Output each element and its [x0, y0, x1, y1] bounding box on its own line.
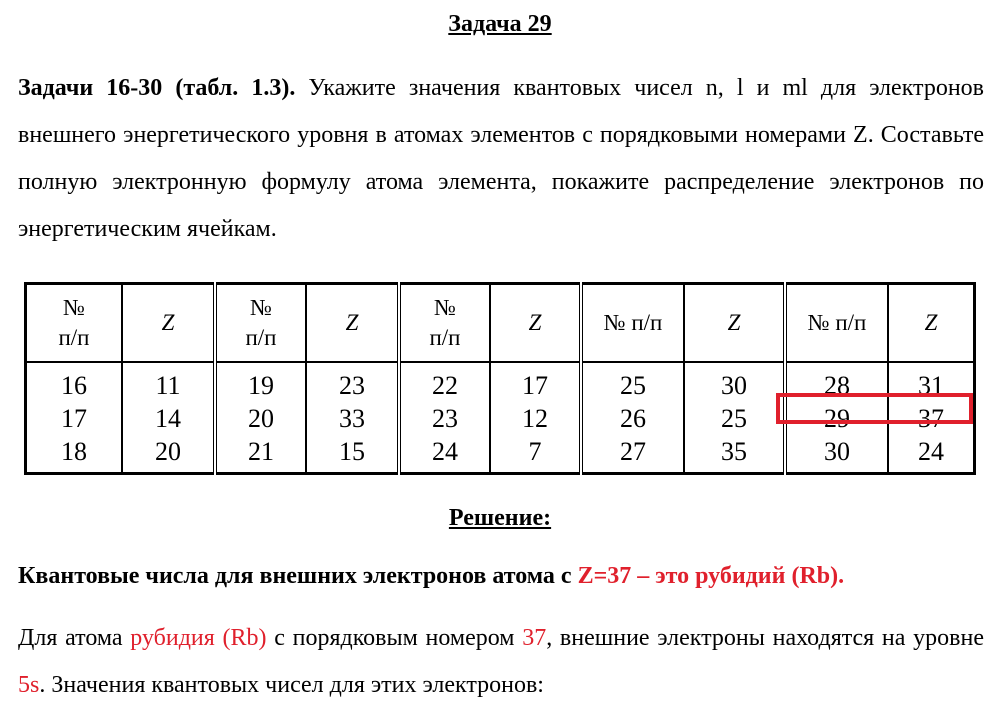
table-cell: 26 [581, 402, 684, 435]
table-cell: 23 [399, 402, 490, 435]
header-cell: Z [684, 284, 785, 363]
table-cell: 20 [122, 435, 215, 474]
table-cell: 14 [122, 402, 215, 435]
element-name-highlight: рубидия (Rb) [130, 625, 267, 651]
table-cell: 25 [581, 362, 684, 402]
table-cell: 11 [122, 362, 215, 402]
header-cell: Z [490, 284, 581, 363]
atomic-number-highlight: 37 [522, 625, 547, 651]
table-cell: 16 [26, 362, 123, 402]
table-cell: 19 [215, 362, 306, 402]
header-cell: № п/п [399, 284, 490, 363]
table-cell: 22 [399, 362, 490, 402]
table-cell: 17 [490, 362, 581, 402]
table-cell: 35 [684, 435, 785, 474]
table-cell: 24 [888, 435, 975, 474]
table-cell: 25 [684, 402, 785, 435]
table-row [26, 435, 975, 474]
table-header-row [26, 284, 975, 363]
table-cell: 23 [306, 362, 399, 402]
element-highlight: Z=37 – это рубидий (Rb). [577, 563, 845, 589]
table-cell: 28 [785, 362, 888, 402]
table-cell: 7 [490, 435, 581, 474]
header-cell: Z [306, 284, 399, 363]
table-cell: 27 [581, 435, 684, 474]
solution-title: Решение: [448, 505, 552, 531]
table-cell-highlighted: 29 [785, 402, 888, 435]
table-cell: 20 [215, 402, 306, 435]
table-cell: 33 [306, 402, 399, 435]
table-cell: 18 [26, 435, 123, 474]
header-cell: № п/п [785, 284, 888, 363]
table-cell: 21 [215, 435, 306, 474]
highlight-box [776, 393, 973, 424]
header-cell: Z [122, 284, 215, 363]
table-cell: 12 [490, 402, 581, 435]
table-cell: 15 [306, 435, 399, 474]
page-title: Задача 29 [448, 11, 552, 37]
problem-text: Укажите значения квантовых чисел n, l и ml для электронов внешнего энергетического уровня в атомах элементов с порядковыми номерами Z. Составьте полную электронную формулу атома элемента, покажите распределение электронов по энергетическим ячейкам. [18, 75, 984, 242]
table-cell: 30 [785, 435, 888, 474]
header-cell: № п/п [215, 284, 306, 363]
table-cell: 17 [26, 402, 123, 435]
table-cell: 31 [888, 362, 975, 402]
table-cell: 24 [399, 435, 490, 474]
problem-statement [18, 65, 984, 253]
header-cell: № п/п [26, 284, 123, 363]
variants-table [24, 282, 976, 475]
header-cell: № п/п [581, 284, 684, 363]
problem-range-label: Задачи 16-30 (табл. 1.3). [18, 75, 296, 101]
table-cell: 30 [684, 362, 785, 402]
header-cell: Z [888, 284, 975, 363]
table-cell-highlighted: 37 [888, 402, 975, 435]
quantum-numbers-heading: Квантовые числа для внешних электронов атома с Z=37 – это рубидий (Rb). [18, 563, 845, 589]
solution-text: Для атома рубидия (Rb) с порядковым номером 37, внешние электроны находятся на уровне 5s. Значения квантовых чисел для этих электронов: [18, 625, 984, 698]
orbital-highlight: 5s [18, 672, 40, 698]
